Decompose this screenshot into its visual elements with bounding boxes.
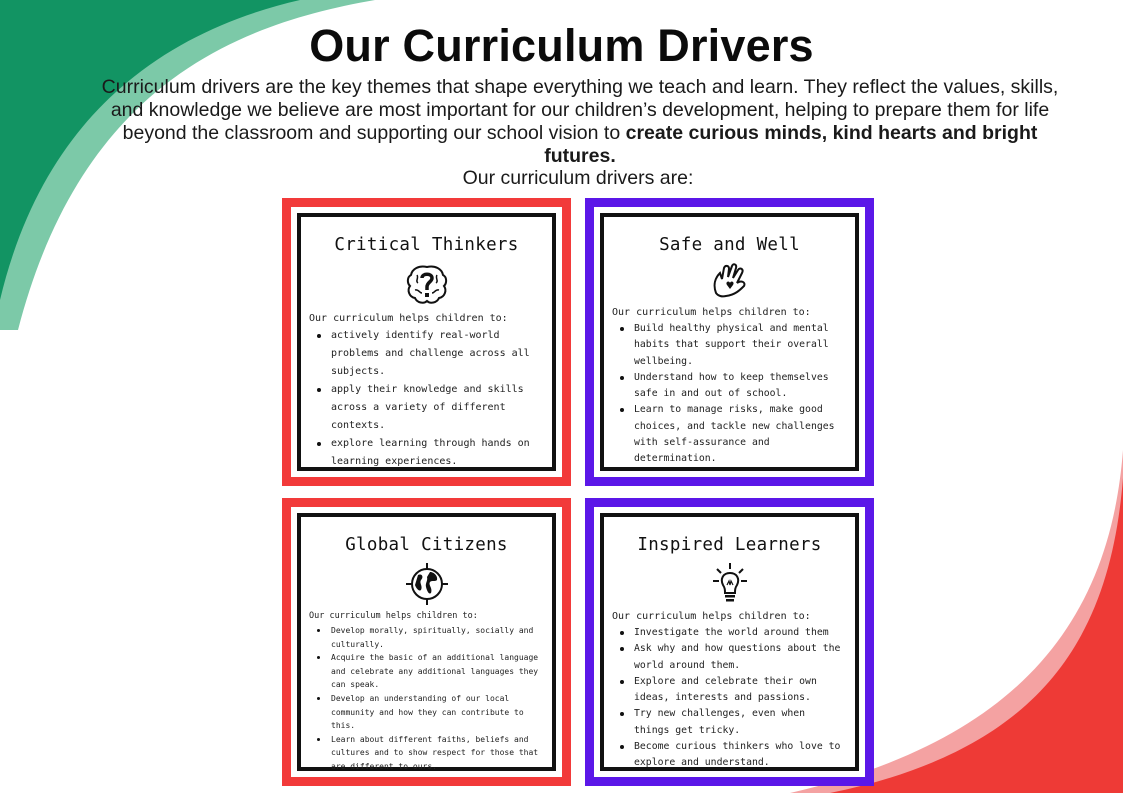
card-bullets — [313, 327, 540, 471]
list-item: Develop morally, spiritually, socially and culturally. — [313, 624, 540, 651]
list-item: Become curious thinkers who love to explore and understand. — [616, 739, 843, 772]
card-lead: Our curriculum helps children to: — [309, 611, 478, 621]
card-lead: Our curriculum helps children to: — [612, 611, 811, 622]
card-bullets — [616, 321, 843, 468]
card-title: Critical Thinkers — [334, 235, 519, 255]
card-safe-and-well — [585, 198, 874, 486]
list-item: Develop an understanding of our local community and how they can contribute to this. — [313, 692, 540, 733]
list-item: Try new challenges, even when things get tricky. — [616, 706, 843, 739]
card-critical-thinkers — [282, 198, 571, 486]
brain-question-icon — [405, 263, 449, 307]
list-item: Investigate the world around them — [616, 625, 843, 641]
intro-paragraph — [100, 76, 1060, 168]
card-bullets — [313, 624, 540, 774]
list-item: Ask why and how questions about the world around them. — [616, 641, 843, 674]
subtitle: Our curriculum drivers are: — [462, 167, 694, 189]
list-item: explore learning through hands on learning experiences. — [313, 435, 540, 471]
list-item: actively identify real-world problems and challenge across all subjects. — [313, 327, 540, 381]
card-title: Inspired Learners — [637, 535, 822, 555]
list-item: Learn about different faiths, beliefs and cultures and to show respect for those that are different to ours. — [313, 733, 540, 774]
intro-text: Curriculum drivers are the key themes that shape everything we teach and learn. They reflect the values, skills, and knowledge we believe are most important for our children’s development, helping to prepare them for life beyond the classroom and supporting our school vision to — [101, 76, 1059, 144]
globe-icon — [406, 563, 448, 605]
card-lead: Our curriculum helps children to: — [309, 313, 508, 324]
page-title: Our Curriculum Drivers — [309, 20, 814, 71]
lightbulb-icon — [708, 563, 752, 605]
card-global-citizens — [282, 498, 571, 786]
list-item: apply their knowledge and skills across a variety of different contexts. — [313, 381, 540, 435]
card-inspired-learners — [585, 498, 874, 786]
school-vision: create curious minds, kind hearts and bright futures. — [544, 122, 1038, 167]
hand-heart-icon — [710, 263, 750, 301]
list-item: Understand how to keep themselves safe in and out of school. — [616, 370, 843, 403]
list-item: Build healthy physical and mental habits that support their overall wellbeing. — [616, 321, 843, 370]
card-lead: Our curriculum helps children to: — [612, 307, 811, 318]
list-item: Learn to manage risks, make good choices, and tackle new challenges with self-assurance and determination. — [616, 402, 843, 467]
card-bullets — [616, 625, 843, 772]
list-item: Acquire the basic of an additional language and celebrate any additional languages they can speak. — [313, 651, 540, 692]
card-title: Safe and Well — [659, 235, 800, 255]
list-item: Explore and celebrate their own ideas, interests and passions. — [616, 674, 843, 707]
card-title: Global Citizens — [345, 535, 508, 555]
